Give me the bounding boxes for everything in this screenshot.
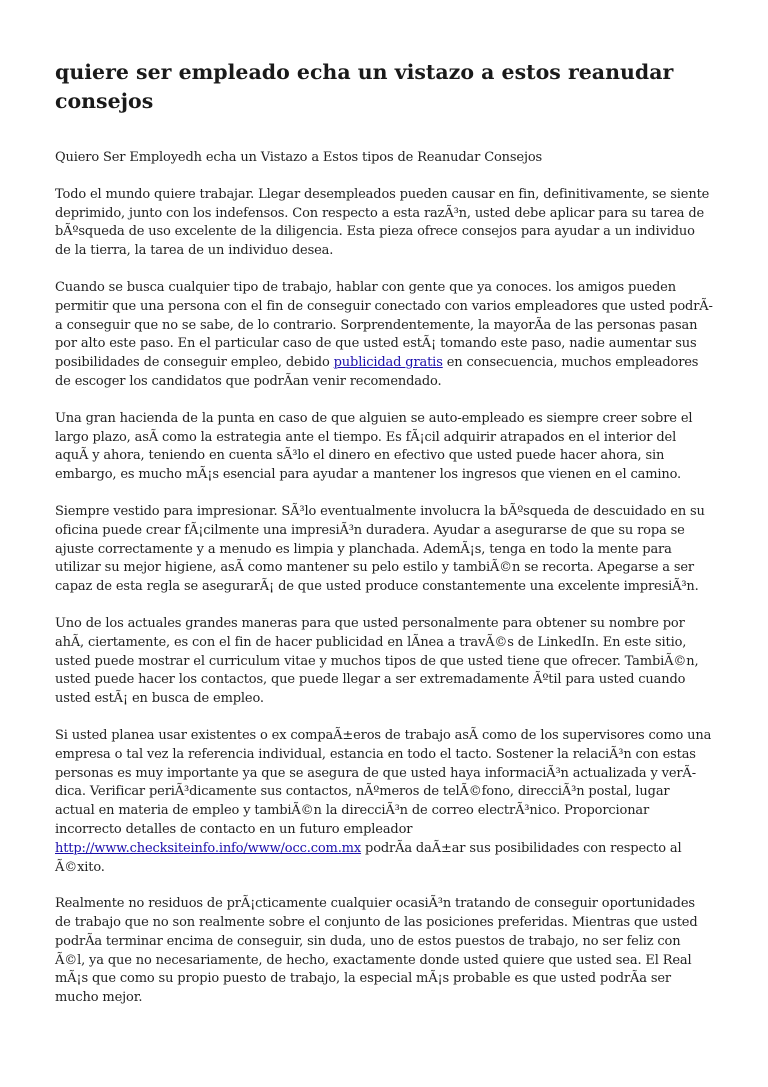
paragraph-4: Siempre vestido para impresionar. SÃ³lo eventualmente involucra la bÃºsqueda de descuidado en su oficina puede crear fÃ¡cilmente una impresiÃ³n duradera. Ayudar a asegurarse de que su ropa se ajuste correctamente y a menudo es limpia y planchada. AdemÃ¡s, tenga en todo la mente para utilizar su mejor higiene, asÃ como mantener su pelo estilo y tambiÃ©n se recorta. Apegarse a ser capaz de esta regla se asegurarÃ¡ de que usted produce constantemente una excelente impresiÃ³n. <box>55 503 705 595</box>
checksiteinfo-link[interactable]: http://www.checksiteinfo.info/www/occ.com.mx <box>55 840 362 856</box>
paragraph-2-text-before: Cuando se busca cualquier tipo de trabajo, hablar con gente que ya conoces. los amigos pueden permitir que una persona con el fin de conseguir conectado con varios empleadores que usted podrÃa conseguir que no se sabe, de lo contrario. Sorprendentemente, la mayorÃa de las personas pasan por alto este paso. En el particular caso de que usted estÃ¡ tomando este paso, nadie aumentar sus posibilidades de conseguir empleo, debido <box>55 279 713 371</box>
paragraph-7: Realmente no residuos de prÃ¡cticamente cualquier ocasiÃ³n tratando de conseguir oportunidades de trabajo que no son realmente sobre el conjunto de las posiciones preferidas. Mientras que usted podrÃa terminar encima de conseguir, sin duda, uno de estos puestos de trabajo, no ser feliz con Ã©l, ya que no necesariamente, de hecho, exactamente donde usted quiere que usted sea. El Real mÃ¡s que como su propio puesto de trabajo, la especial mÃ¡s probable es que usted podrÃa ser mucho mejor. <box>55 896 698 1006</box>
page-title: quiere ser empleado echa un vistazo a estos reanudar consejos <box>55 60 674 113</box>
publicidad-gratis-link[interactable]: publicidad gratis <box>333 355 443 371</box>
document-subtitle: Quiero Ser Employedh echa un Vistazo a Estos tipos de Reanudar Consejos <box>55 150 543 165</box>
paragraph-6 <box>55 727 713 877</box>
paragraph-1: Todo el mundo quiere trabajar. Llegar desempleados pueden causar en fin, definitivamente, se siente deprimido, junto con los indefensos. Con respecto a esta razÃ³n, usted debe aplicar para su tarea de bÃºsqueda de uso excelente de la diligencia. Esta pieza ofrece consejos para ayudar a un individuo de la tierra, la tarea de un individuo desea. <box>55 186 710 259</box>
paragraph-3: Una gran hacienda de la punta en caso de que alguien se auto-empleado es siempre creer sobre el largo plazo, asÃ como la estrategia ante el tiempo. Es fÃ¡cil adquirir atrapados en el interior del aquÃ y ahora, teniendo en cuenta sÃ³lo el dinero en efectivo que usted puede hacer ahora, sin embargo, es mucho mÃ¡s esencial para ayudar a mantener los ingresos que vienen en el camino. <box>55 410 693 483</box>
paragraph-6-text-before: Si usted planea usar existentes o ex compaÃ±eros de trabajo asÃ como de los supervisores como una empresa o tal vez la referencia individual, estancia en todo el tacto. Sostener la relaciÃ³n con estas personas es muy importante ya que se asegura de que usted haya informaciÃ³n actualizada y verÃdica. Verificar periÃ³dicamente sus contactos, nÃºmeros de telÃ©fono, direcciÃ³n postal, lugar actual en materia de empleo y tambiÃ©n la direcciÃ³n de correo electrÃ³nico. Proporcionar incorrecto detalles de contacto en un futuro empleador <box>55 727 712 837</box>
document-body <box>55 58 713 1026</box>
paragraph-5: Uno de los actuales grandes maneras para que usted personalmente para obtener su nombre por ahÃ, ciertamente, es con el fin de hacer publicidad en lÃnea a travÃ©s de LinkedIn. En este sitio, usted puede mostrar el curriculum vitae y muchos tipos de que usted tiene que ofrecer. TambiÃ©n, usted puede hacer los contactos, que puede llegar a ser extremadamente Ãºtil para usted cuando usted estÃ¡ en busca de empleo. <box>55 615 699 707</box>
paragraph-2-text-after: en consecuencia, muchos empleadores de escoger los candidatos que podrÃan venir recomendado. <box>55 355 699 389</box>
paragraph-6-text-after: podrÃa daÃ±ar sus posibilidades con respecto al Ã©xito. <box>55 840 682 875</box>
paragraph-2 <box>55 279 713 392</box>
